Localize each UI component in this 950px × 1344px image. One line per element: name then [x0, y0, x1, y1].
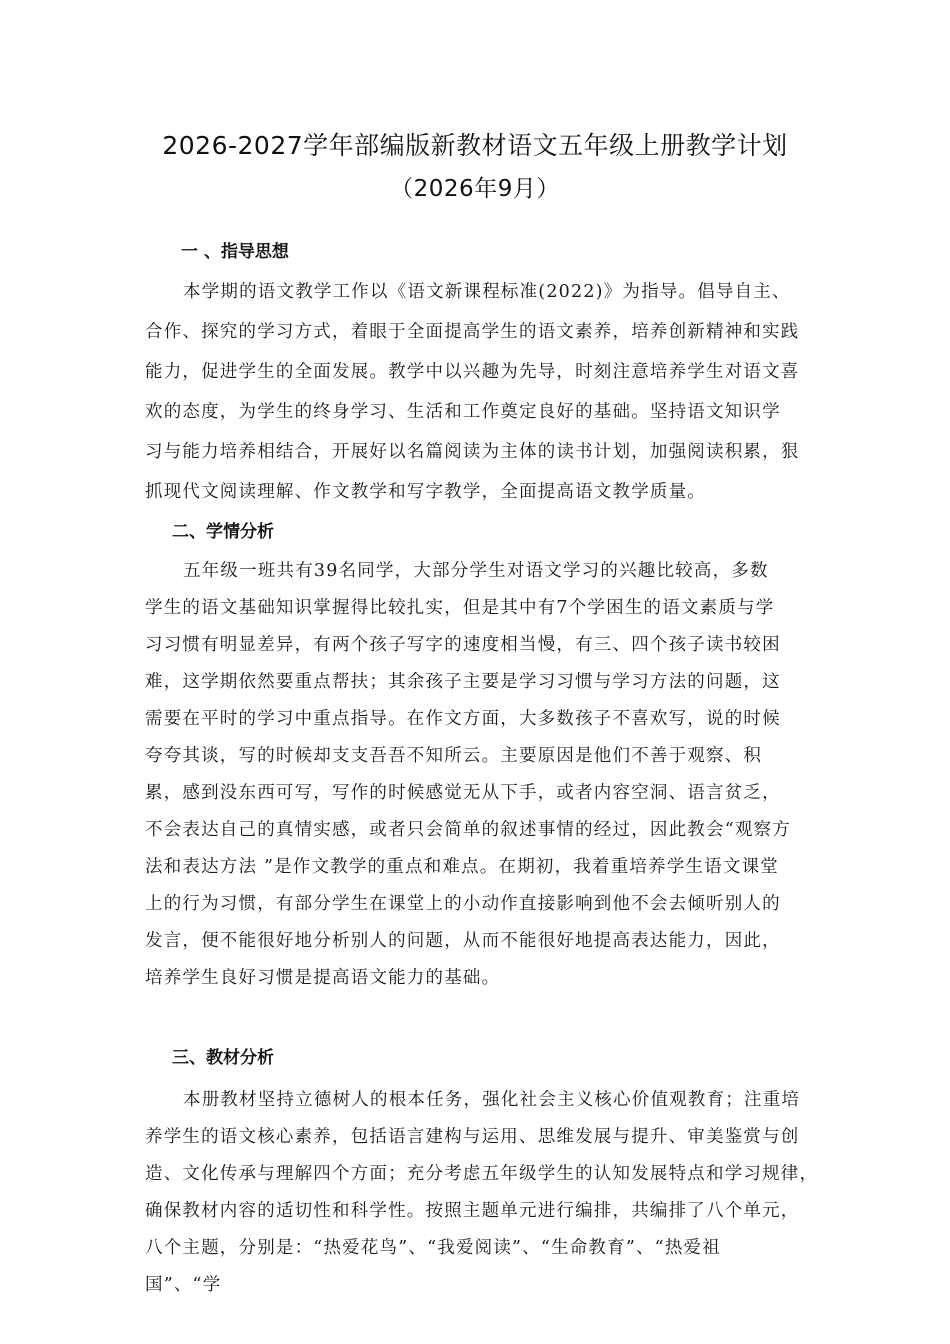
paragraph-line: 本学期的语文教学工作以《语文新课程标准(2022)》为指导。倡导自主、 — [183, 282, 791, 302]
paragraph-line: 国”、“学 — [145, 1275, 222, 1295]
section-paragraph-textbook-analysis — [145, 1082, 819, 1304]
paragraph-line: 累，感到没东西可写，写作的时候感觉无从下手，或者内容空洞、语言贫乏， — [145, 783, 781, 803]
paragraph-line: 养学生的语文核心素养，包括语言建构与运用、思维发展与提升、审美鉴赏与创 — [145, 1127, 800, 1147]
paragraph-line: 法和表达方法 ”是作文教学的重点和难点。在期初，我着重培养学生语文课堂 — [145, 857, 780, 877]
section-heading-textbook-analysis: 三、教材分析 — [172, 1048, 274, 1068]
paragraph-line: 确保教材内容的适切性和科学性。按照主题单元进行编排，共编排了八个单元， — [145, 1201, 800, 1221]
paragraph-line: 习习惯有明显差异，有两个孩子写字的速度相当慢，有三、四个孩子读书较困 — [145, 635, 781, 655]
paragraph-line: 发言，便不能很好地分析别人的问题，从而不能很好地提高表达能力，因此， — [145, 931, 781, 951]
paragraph-line: 五年级一班共有39名同学，大部分学生对语文学习的兴趣比较高，多数 — [183, 561, 769, 581]
paragraph-line: 上的行为习惯，有部分学生在课堂上的小动作直接影响到他不会去倾听别人的 — [145, 894, 781, 914]
paragraph-line: 培养学生良好习惯是提高语文能力的基础。 — [145, 968, 501, 988]
paragraph-line: 不会表达自己的真情实感，或者只会简单的叙述事情的经过，因此教会“观察方 — [145, 820, 791, 840]
paragraph-line: 抓现代文阅读理解、作文教学和写字教学，全面提高语文教学质量。 — [145, 482, 706, 502]
paragraph-line: 本册教材坚持立德树人的根本任务，强化社会主义核心价值观教育；注重培 — [183, 1090, 801, 1110]
paragraph-line: 夸夸其谈，写的时候却支支吾吾不知所云。主要原因是他们不善于观察、积 — [145, 746, 763, 766]
paragraph-line: 八个主题，分别是：“热爱花鸟”、“我爱阅读”、“生命教育”、“热爱祖 — [145, 1238, 721, 1258]
paragraph-line: 难，这学期依然要重点帮扶；其余孩子主要是学习习惯与学习方法的问题，这 — [145, 672, 781, 692]
section-paragraph-student-analysis — [145, 553, 815, 997]
paragraph-line: 欢的态度，为学生的终身学习、生活和工作奠定良好的基础。坚持语文知识学 — [145, 402, 781, 422]
paragraph-line: 合作、探究的学习方式，着眼于全面提高学生的语文素养，培养创新精神和实践 — [145, 322, 800, 342]
paragraph-line: 能力，促进学生的全面发展。教学中以兴趣为先导，时刻注意培养学生对语文喜 — [145, 362, 800, 382]
document-title: 2026-2027学年部编版新教材语文五年级上册教学计划 — [162, 131, 788, 160]
document-subtitle: （2026年9月） — [390, 176, 560, 202]
paragraph-line: 习与能力培养相结合，开展好以名篇阅读为主体的读书计划，加强阅读积累，狠 — [145, 442, 800, 462]
section-heading-guiding-ideology: 一 、指导思想 — [181, 242, 289, 262]
paragraph-line: 需要在平时的学习中重点指导。在作文方面，大多数孩子不喜欢写，说的时候 — [145, 709, 781, 729]
paragraph-line: 学生的语文基础知识掌握得比较扎实，但是其中有7个学困生的语文素质与学 — [145, 598, 775, 618]
section-paragraph-guiding-ideology — [145, 272, 815, 512]
paragraph-line: 造、文化传承与理解四个方面；充分考虑五年级学生的认知发展特点和学习规律， — [145, 1164, 819, 1184]
section-heading-student-analysis: 二、学情分析 — [172, 522, 274, 542]
